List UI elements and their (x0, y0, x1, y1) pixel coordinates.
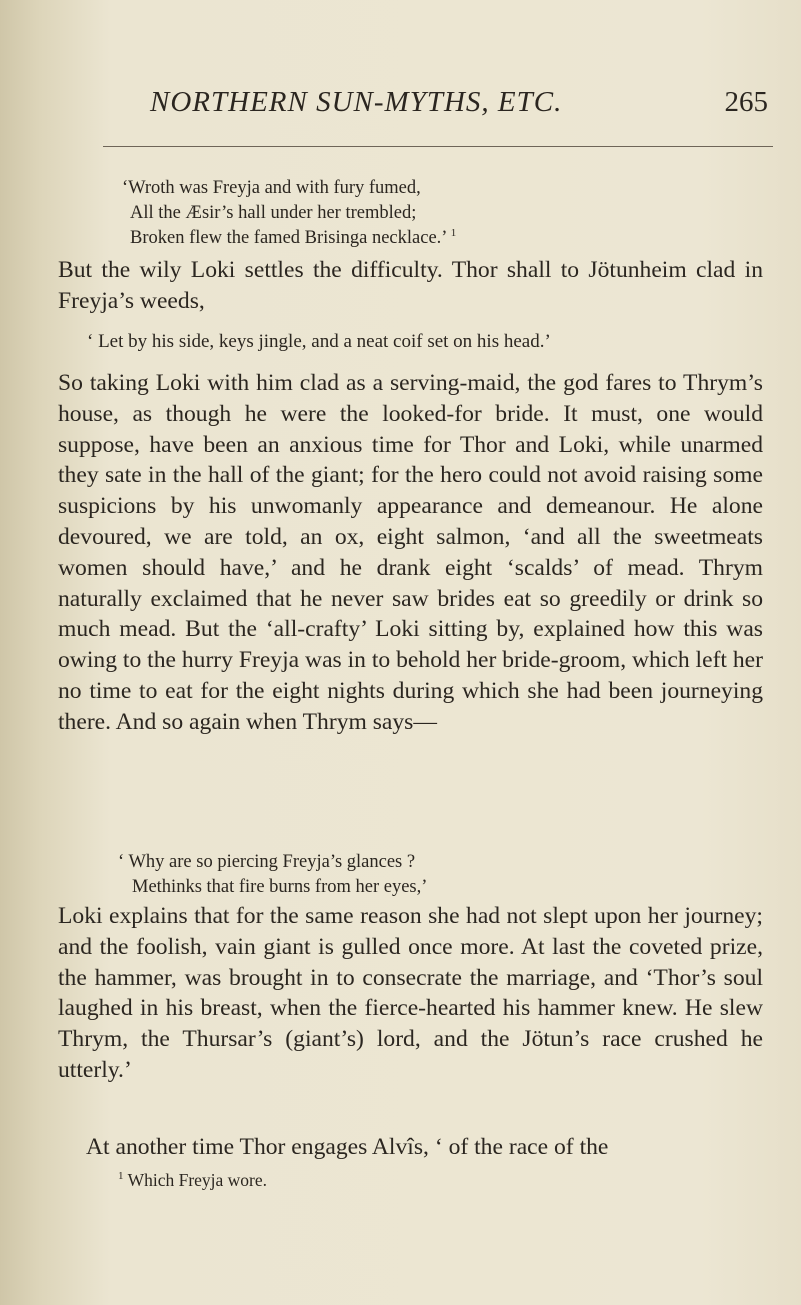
verse-line-text: Broken flew the famed Brisinga necklace.’ (130, 228, 447, 248)
paragraph-text: At another time Thor engages Alvîs, ‘ of the race of the (86, 1134, 609, 1160)
header-rule (103, 146, 773, 147)
paragraph-2 (58, 368, 763, 738)
footnote-number: 1 (118, 1170, 124, 1183)
verse-line: ‘ Why are so piercing Freyja’s glances ? (118, 852, 416, 872)
paragraph-text: Loki explains that for the same reason she had not slept upon her journey; and the foolish, vain giant is gulled once more. At last the coveted prize, the hammer, was brought in to consecrate the marriage, and ‘Thor’s soul laughed in his breast, when the fierce-hearted his hammer knew. He slew Thrym, the Thursar’s (giant’s) lord, and the Jötun’s race crushed he utterly.’ (58, 903, 763, 1083)
verse-line: All the Æsir’s hall under her trembled; (130, 203, 417, 223)
running-head: NORTHERN SUN-MYTHS, ETC. (150, 86, 563, 118)
page-number: 265 (724, 86, 768, 118)
paragraph-text: But the wily Loki settles the difficulty. Thor shall to Jötunheim clad in Freyja’s weeds, (58, 257, 763, 314)
paragraph-4 (86, 1132, 763, 1163)
verse-line (122, 226, 456, 251)
verse-quote-2 (87, 329, 551, 354)
paragraph-1 (58, 255, 763, 317)
footnote-marker: 1 (450, 226, 457, 239)
verse-line: Methinks that fire burns from her eyes,’ (132, 877, 428, 897)
verse-line: ‘Wroth was Freyja and with fury fumed, (122, 178, 421, 198)
paragraph-text: So taking Loki with him clad as a serving-maid, the god fares to Thrym’s house, as though he were the looked-for bride. It must, one would suppose, have been an anxious time for Thor and Loki, while unarmed they sate in the hall of the giant; for the hero could not avoid raising some suspicions by his unwomanly appearance and demeanour. He alone devoured, we are told, an ox, eight salmon, ‘and all the sweetmeats women should have,’ and he drank eight ‘scalds’ of mead. Thrym naturally exclaimed that he never saw brides eat so greedily or drink so much mead. But the ‘all-crafty’ Loki sitting by, explained how this was owing to the hurry Freyja was in to behold her bride-groom, which left her no time to eat for the eight nights during which she had been journeying there. And so again when Thrym says— (58, 370, 764, 735)
footnote (118, 1170, 267, 1191)
verse-line: ‘ Let by his side, keys jingle, and a neat coif set on his head.’ (87, 331, 551, 352)
footnote-text: Which Freyja wore. (127, 1170, 268, 1190)
paragraph-3 (58, 901, 763, 1086)
page-header (150, 86, 790, 132)
verse-quote-1 (122, 176, 456, 251)
verse-quote-3 (118, 850, 427, 900)
